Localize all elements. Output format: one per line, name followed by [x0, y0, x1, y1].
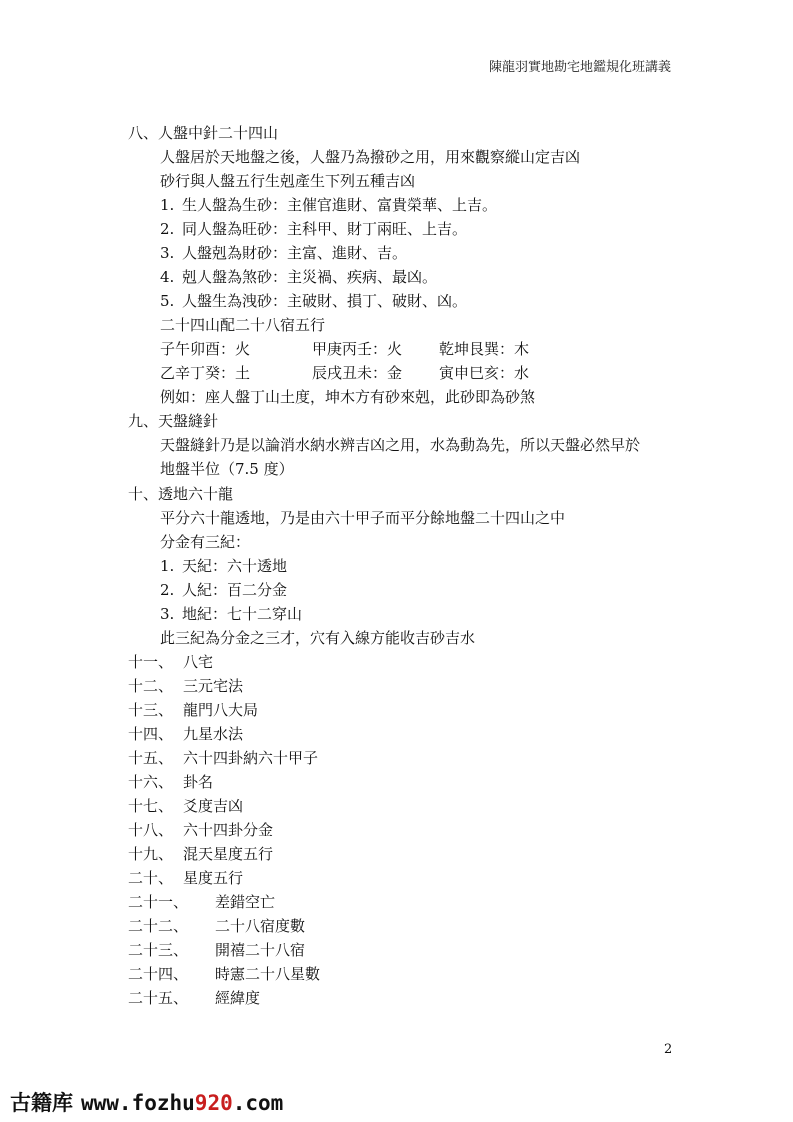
list-number: 1.: [160, 557, 175, 575]
list-number: 3.: [160, 605, 175, 623]
section-number: 十九、: [128, 845, 174, 863]
section-title: 時憲二十八星數: [215, 965, 321, 983]
list-text: 地紀：七十二穿山: [182, 605, 303, 623]
list-text: 人紀：百二分金: [182, 581, 288, 599]
section-title: 爻度吉凶: [183, 797, 244, 815]
list-item: [160, 267, 437, 287]
list-item: [160, 580, 287, 600]
section-number: 二十一、: [128, 893, 189, 911]
section-number: 十七、: [128, 797, 174, 815]
list-item: [160, 219, 467, 239]
section-number: 二十五、: [128, 989, 189, 1007]
mapping-cell: 寅申巳亥：水: [439, 364, 530, 382]
section-title: 六十四卦納六十甲子: [183, 749, 319, 767]
section-number: 二十二、: [128, 917, 189, 935]
section-heading: [128, 700, 258, 720]
section-number: 十八、: [128, 821, 174, 839]
section-title: 六十四卦分金: [183, 821, 274, 839]
list-text: 人盤剋為財砂：主富、進財、吉。: [182, 244, 408, 262]
section-number: 十五、: [128, 749, 174, 767]
section-10-heading: 十、透地六十龍: [128, 485, 234, 503]
section-heading: [128, 940, 305, 960]
list-text: 生人盤為生砂：主催官進財、富貴榮華、上吉。: [182, 196, 498, 214]
list-number: 1.: [160, 196, 175, 214]
section-heading: [128, 652, 213, 672]
running-header: 陳龍羽實地勘宅地鑑規化班講義: [488, 60, 671, 75]
mapping-cell: 辰戌丑未：金: [312, 364, 403, 382]
list-number: 2.: [160, 581, 175, 599]
section-title: 經緯度: [215, 989, 261, 1007]
page-number: 2: [664, 1042, 673, 1057]
section-heading: [128, 748, 318, 768]
section-heading: [128, 724, 243, 744]
mapping-cell: 甲庚丙壬：火: [312, 340, 403, 358]
mapping-cell: 乙辛丁癸：土: [160, 364, 251, 382]
list-number: 4.: [160, 268, 175, 286]
section-8-paragraph-1: 人盤居於天地盤之後，人盤乃為撥砂之用，用來觀察縱山定吉凶: [160, 148, 581, 166]
list-item: [160, 243, 407, 263]
list-number: 2.: [160, 220, 175, 238]
section-heading: [128, 892, 275, 912]
section-heading: [128, 916, 305, 936]
section-8-paragraph-3: 二十四山配二十八宿五行: [160, 316, 326, 334]
section-number: 二十、: [128, 869, 174, 887]
list-text: 剋人盤為煞砂：主災禍、疾病、最凶。: [182, 268, 438, 286]
section-8-heading: 八、人盤中針二十四山: [128, 124, 279, 142]
section-title: 混天星度五行: [183, 845, 274, 863]
list-number: 3.: [160, 244, 175, 262]
section-8-paragraph-2: 砂行與人盤五行生剋產生下列五種吉凶: [160, 172, 416, 190]
watermark-brand: 古籍库: [10, 1091, 73, 1115]
section-10-paragraph-1: 平分六十龍透地，乃是由六十甲子而平分餘地盤二十四山之中: [160, 509, 566, 527]
section-number: 二十四、: [128, 965, 189, 983]
list-item: [160, 291, 467, 311]
section-heading: [128, 844, 273, 864]
mapping-cell: 子午卯酉：火: [160, 340, 251, 358]
section-10-paragraph-3: 此三紀為分金之三才，穴有入線方能收吉砂吉水: [160, 629, 476, 647]
mapping-cell: 乾坤艮巽：木: [439, 340, 530, 358]
section-title: 開禧二十八宿: [215, 941, 306, 959]
section-number: 十一、: [128, 653, 174, 671]
list-number: 5.: [160, 292, 175, 310]
section-heading: [128, 676, 243, 696]
section-number: 十六、: [128, 773, 174, 791]
section-9-paragraph-1: 天盤縫針乃是以論消水納水辨吉凶之用，水為動為先，所以天盤必然早於: [160, 436, 641, 454]
section-heading: [128, 772, 213, 792]
section-title: 二十八宿度數: [215, 917, 306, 935]
section-title: 龍門八大局: [183, 701, 259, 719]
section-title: 三元宅法: [183, 677, 244, 695]
section-9-paragraph-2: 地盤半位（7.5 度）: [160, 460, 294, 478]
section-heading: [128, 988, 260, 1008]
list-item: [160, 556, 287, 576]
section-heading: [128, 796, 243, 816]
section-8-example: 例如：座人盤丁山土度，坤木方有砂來剋，此砂即為砂煞: [160, 388, 536, 406]
list-text: 人盤生為洩砂：主破財、損丁、破財、凶。: [182, 292, 468, 310]
section-number: 十三、: [128, 701, 174, 719]
section-title: 卦名: [183, 773, 214, 791]
section-9-heading: 九、天盤縫針: [128, 412, 219, 430]
list-text: 天紀：六十透地: [182, 557, 288, 575]
section-10-paragraph-2: 分金有三紀：: [160, 533, 251, 551]
section-title: 差錯空亡: [215, 893, 276, 911]
list-text: 同人盤為旺砂：主科甲、財丁兩旺、上吉。: [182, 220, 468, 238]
section-number: 二十三、: [128, 941, 189, 959]
section-number: 十四、: [128, 725, 174, 743]
section-heading: [128, 964, 320, 984]
section-number: 十二、: [128, 677, 174, 695]
watermark-footer: [10, 1087, 283, 1117]
watermark-url-part: 920: [194, 1091, 233, 1115]
section-heading: [128, 868, 243, 888]
section-title: 八宅: [183, 653, 214, 671]
watermark-url-part: www.fozhu: [81, 1091, 195, 1115]
list-item: [160, 195, 497, 215]
section-title: 星度五行: [183, 869, 244, 887]
list-item: [160, 604, 302, 624]
watermark-url-part: .com: [232, 1091, 284, 1115]
section-title: 九星水法: [183, 725, 244, 743]
section-heading: [128, 820, 273, 840]
